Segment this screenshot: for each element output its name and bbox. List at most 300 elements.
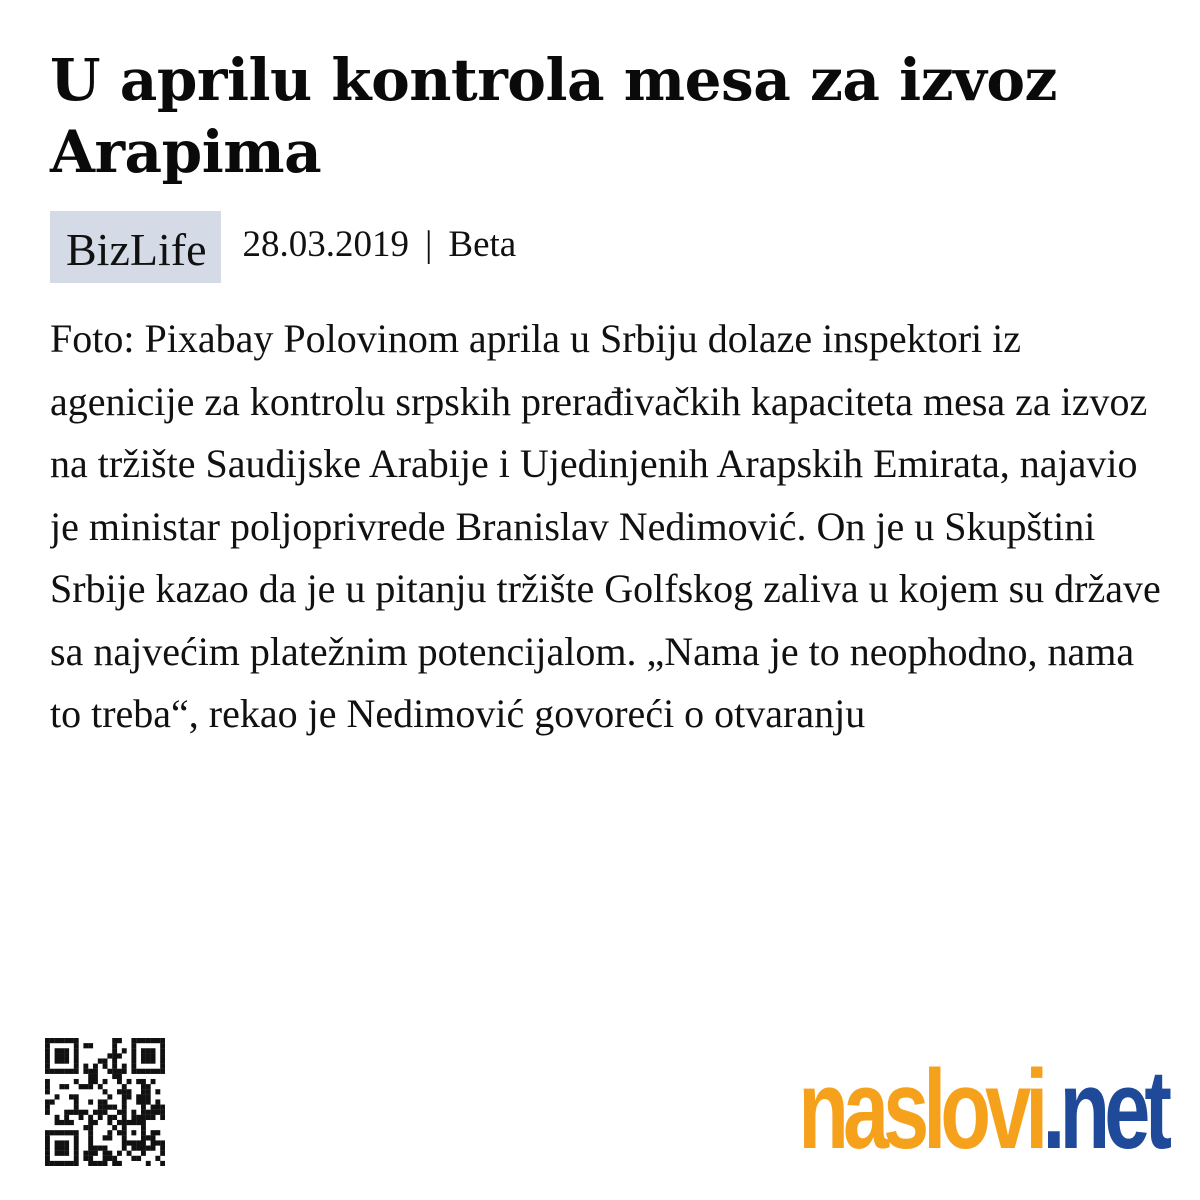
qr-module bbox=[136, 1069, 141, 1074]
qr-module bbox=[160, 1069, 165, 1074]
qr-module bbox=[117, 1130, 122, 1135]
qr-module bbox=[131, 1043, 136, 1048]
qr-module bbox=[151, 1110, 156, 1115]
qr-module bbox=[136, 1038, 141, 1043]
qr-module bbox=[93, 1069, 98, 1074]
qr-module bbox=[131, 1048, 136, 1053]
qr-module bbox=[160, 1151, 165, 1156]
qr-module bbox=[160, 1140, 165, 1145]
qr-module bbox=[88, 1084, 93, 1089]
qr-module bbox=[122, 1094, 127, 1099]
qr-module bbox=[88, 1069, 93, 1074]
qr-module bbox=[155, 1089, 160, 1094]
qr-module bbox=[45, 1053, 50, 1058]
qr-module bbox=[50, 1069, 55, 1074]
qr-module bbox=[74, 1130, 79, 1135]
qr-module bbox=[136, 1146, 141, 1151]
qr-module bbox=[74, 1064, 79, 1069]
qr-module bbox=[79, 1115, 84, 1120]
article-body bbox=[50, 308, 1165, 876]
qr-module bbox=[122, 1069, 127, 1074]
qr-module bbox=[74, 1105, 79, 1110]
qr-module bbox=[136, 1115, 141, 1120]
qr-module bbox=[74, 1135, 79, 1140]
qr-module bbox=[151, 1146, 156, 1151]
qr-module bbox=[151, 1058, 156, 1063]
qr-module bbox=[136, 1094, 141, 1099]
qr-module bbox=[74, 1161, 79, 1166]
qr-module bbox=[74, 1146, 79, 1151]
qr-module bbox=[74, 1140, 79, 1145]
qr-module bbox=[83, 1043, 88, 1048]
qr-module bbox=[45, 1069, 50, 1074]
qr-module bbox=[45, 1079, 50, 1084]
qr-module bbox=[83, 1110, 88, 1115]
qr-module bbox=[103, 1146, 108, 1151]
qr-module bbox=[146, 1048, 151, 1053]
qr-module bbox=[146, 1089, 151, 1094]
qr-module bbox=[141, 1089, 146, 1094]
qr-module bbox=[117, 1074, 122, 1079]
qr-module bbox=[69, 1069, 74, 1074]
qr-module bbox=[59, 1161, 64, 1166]
qr-module bbox=[79, 1084, 84, 1089]
article-meta bbox=[50, 211, 516, 283]
qr-module bbox=[69, 1120, 74, 1125]
logo-text-naslovi: naslovi bbox=[798, 1047, 1043, 1172]
qr-module bbox=[112, 1048, 117, 1053]
qr-module bbox=[131, 1053, 136, 1058]
qr-module bbox=[45, 1161, 50, 1166]
qr-module bbox=[55, 1115, 60, 1120]
qr-module bbox=[83, 1064, 88, 1069]
qr-module bbox=[146, 1146, 151, 1151]
qr-module bbox=[69, 1130, 74, 1135]
logo-text-net: .net bbox=[1042, 1047, 1166, 1172]
qr-module bbox=[55, 1094, 60, 1099]
qr-module bbox=[45, 1038, 50, 1043]
qr-module bbox=[155, 1156, 160, 1161]
qr-module bbox=[117, 1079, 122, 1084]
qr-module bbox=[98, 1105, 103, 1110]
qr-module bbox=[74, 1053, 79, 1058]
qr-module bbox=[151, 1130, 156, 1135]
qr-module bbox=[146, 1110, 151, 1115]
qr-module bbox=[141, 1038, 146, 1043]
qr-module bbox=[122, 1120, 127, 1125]
qr-module bbox=[74, 1043, 79, 1048]
qr-module bbox=[112, 1074, 117, 1079]
qr-module bbox=[88, 1099, 93, 1104]
qr-module bbox=[146, 1053, 151, 1058]
qr-module bbox=[107, 1105, 112, 1110]
qr-module bbox=[93, 1146, 98, 1151]
qr-module bbox=[141, 1110, 146, 1115]
qr-module bbox=[88, 1135, 93, 1140]
qr-module bbox=[45, 1058, 50, 1063]
qr-module bbox=[107, 1094, 112, 1099]
qr-module bbox=[88, 1074, 93, 1079]
qr-module bbox=[131, 1058, 136, 1063]
qr-module bbox=[45, 1156, 50, 1161]
qr-module bbox=[83, 1084, 88, 1089]
qr-module bbox=[141, 1146, 146, 1151]
qr-module bbox=[64, 1069, 69, 1074]
qr-module bbox=[64, 1151, 69, 1156]
qr-module bbox=[112, 1043, 117, 1048]
qr-module bbox=[160, 1048, 165, 1053]
qr-module bbox=[141, 1084, 146, 1089]
qr-module bbox=[131, 1120, 136, 1125]
qr-module bbox=[122, 1048, 127, 1053]
qr-module bbox=[122, 1064, 127, 1069]
qr-module bbox=[127, 1089, 132, 1094]
qr-module bbox=[59, 1120, 64, 1125]
qr-module bbox=[136, 1140, 141, 1145]
qr-module bbox=[107, 1151, 112, 1156]
qr-module bbox=[88, 1130, 93, 1135]
qr-module bbox=[122, 1089, 127, 1094]
qr-module bbox=[155, 1038, 160, 1043]
qr-module bbox=[69, 1110, 74, 1115]
qr-module bbox=[122, 1099, 127, 1104]
qr-module bbox=[103, 1151, 108, 1156]
qr-module bbox=[155, 1130, 160, 1135]
qr-module bbox=[83, 1151, 88, 1156]
qr-module bbox=[59, 1151, 64, 1156]
qr-module bbox=[117, 1053, 122, 1058]
qr-module bbox=[122, 1130, 127, 1135]
article-text: Foto: Pixabay Polovinom aprila u Srbiju dolaze inspektori iz agenicije za kontrolu srpskih prerađivačkih kapaciteta mesa za izvoz na tržište Saudijske Arabije i Ujedinjenih Arapskih Emirata, najavio je ministar poljoprivrede Branislav Nedimović. On je u Skupštini Srbije kazao da je u pitanju tržište Golfskog zaliva u kojem su države sa najvećim platežnim potencijalom. „Nama je to neophodno, nama to treba“, rekao je Nedimović govoreći o otvaranju bbox=[50, 316, 1161, 736]
qr-module bbox=[64, 1115, 69, 1120]
qr-module bbox=[117, 1089, 122, 1094]
article-source: Beta bbox=[448, 224, 517, 265]
qr-module bbox=[141, 1048, 146, 1053]
qr-module bbox=[160, 1058, 165, 1063]
qr-module bbox=[59, 1048, 64, 1053]
qr-code-graphic bbox=[45, 1038, 165, 1166]
qr-module bbox=[93, 1120, 98, 1125]
qr-module bbox=[45, 1140, 50, 1145]
qr-module bbox=[64, 1110, 69, 1115]
qr-module bbox=[122, 1110, 127, 1115]
qr-module bbox=[103, 1105, 108, 1110]
qr-module bbox=[122, 1084, 127, 1089]
qr-module bbox=[146, 1115, 151, 1120]
qr-module bbox=[98, 1084, 103, 1089]
qr-module bbox=[136, 1156, 141, 1161]
qr-module bbox=[117, 1161, 122, 1166]
qr-module bbox=[160, 1038, 165, 1043]
qr-module bbox=[151, 1038, 156, 1043]
qr-module bbox=[151, 1140, 156, 1145]
qr-module bbox=[64, 1038, 69, 1043]
qr-module bbox=[93, 1110, 98, 1115]
qr-module bbox=[55, 1146, 60, 1151]
qr-module bbox=[103, 1089, 108, 1094]
qr-module bbox=[59, 1069, 64, 1074]
qr-module bbox=[160, 1105, 165, 1110]
qr-module bbox=[155, 1069, 160, 1074]
qr-module bbox=[88, 1115, 93, 1120]
qr-module bbox=[88, 1140, 93, 1145]
qr-module bbox=[131, 1110, 136, 1115]
qr-module bbox=[112, 1069, 117, 1074]
qr-module bbox=[112, 1058, 117, 1063]
qr-module bbox=[122, 1140, 127, 1145]
qr-module bbox=[141, 1130, 146, 1135]
qr-module bbox=[45, 1135, 50, 1140]
qr-module bbox=[127, 1151, 132, 1156]
qr-module bbox=[107, 1053, 112, 1058]
qr-module bbox=[64, 1084, 69, 1089]
qr-module bbox=[151, 1135, 156, 1140]
qr-module bbox=[88, 1125, 93, 1130]
qr-module bbox=[88, 1151, 93, 1156]
qr-module bbox=[64, 1053, 69, 1058]
qr-module bbox=[155, 1099, 160, 1104]
qr-module bbox=[146, 1094, 151, 1099]
qr-module bbox=[131, 1130, 136, 1135]
qr-module bbox=[141, 1099, 146, 1104]
qr-module bbox=[107, 1069, 112, 1074]
qr-module bbox=[141, 1115, 146, 1120]
qr-module bbox=[151, 1048, 156, 1053]
qr-module bbox=[151, 1105, 156, 1110]
qr-module bbox=[151, 1069, 156, 1074]
qr-module bbox=[59, 1038, 64, 1043]
article-title: U aprilu kontrola mesa za izvoz Arapima bbox=[50, 46, 1057, 186]
qr-module bbox=[93, 1064, 98, 1069]
qr-module bbox=[146, 1069, 151, 1074]
qr-module bbox=[45, 1064, 50, 1069]
qr-module bbox=[117, 1120, 122, 1125]
qr-module bbox=[141, 1120, 146, 1125]
qr-module bbox=[107, 1156, 112, 1161]
qr-module bbox=[141, 1125, 146, 1130]
qr-module bbox=[45, 1084, 50, 1089]
qr-module bbox=[45, 1130, 50, 1135]
qr-module bbox=[59, 1140, 64, 1145]
qr-module bbox=[107, 1120, 112, 1125]
qr-module bbox=[55, 1120, 60, 1125]
qr-module bbox=[136, 1099, 141, 1104]
qr-module bbox=[74, 1079, 79, 1084]
qr-module bbox=[55, 1058, 60, 1063]
qr-module bbox=[107, 1135, 112, 1140]
qr-module bbox=[45, 1048, 50, 1053]
qr-module bbox=[74, 1069, 79, 1074]
qr-module bbox=[64, 1140, 69, 1145]
qr-module bbox=[88, 1120, 93, 1125]
qr-module bbox=[50, 1038, 55, 1043]
qr-module bbox=[103, 1064, 108, 1069]
qr-module bbox=[59, 1146, 64, 1151]
qr-module bbox=[83, 1069, 88, 1074]
qr-module bbox=[45, 1110, 50, 1115]
qr-module bbox=[55, 1069, 60, 1074]
qr-module bbox=[131, 1115, 136, 1120]
qr-module bbox=[59, 1130, 64, 1135]
qr-module bbox=[55, 1161, 60, 1166]
qr-module bbox=[160, 1064, 165, 1069]
qr-module bbox=[45, 1043, 50, 1048]
qr-code-icon bbox=[45, 1038, 165, 1166]
qr-module bbox=[45, 1099, 50, 1104]
qr-module bbox=[55, 1151, 60, 1156]
qr-module bbox=[83, 1156, 88, 1161]
qr-module bbox=[141, 1053, 146, 1058]
qr-module bbox=[127, 1120, 132, 1125]
meta-line bbox=[243, 211, 517, 279]
site-logo[interactable] bbox=[798, 1047, 1166, 1172]
qr-module bbox=[64, 1048, 69, 1053]
qr-module bbox=[117, 1038, 122, 1043]
qr-module bbox=[131, 1156, 136, 1161]
qr-module bbox=[151, 1053, 156, 1058]
text-fade-overlay bbox=[50, 808, 1165, 876]
meta-separator: | bbox=[425, 224, 433, 265]
qr-module bbox=[55, 1038, 60, 1043]
qr-module bbox=[146, 1135, 151, 1140]
qr-module bbox=[117, 1151, 122, 1156]
qr-module bbox=[103, 1079, 108, 1084]
qr-module bbox=[88, 1146, 93, 1151]
qr-module bbox=[131, 1140, 136, 1145]
qr-module bbox=[50, 1130, 55, 1135]
qr-module bbox=[98, 1161, 103, 1166]
qr-module bbox=[160, 1053, 165, 1058]
qr-module bbox=[98, 1099, 103, 1104]
qr-module bbox=[141, 1058, 146, 1063]
qr-module bbox=[141, 1151, 146, 1156]
qr-module bbox=[122, 1135, 127, 1140]
qr-module bbox=[74, 1156, 79, 1161]
qr-module bbox=[160, 1110, 165, 1115]
qr-module bbox=[136, 1120, 141, 1125]
qr-module bbox=[55, 1048, 60, 1053]
qr-module bbox=[55, 1130, 60, 1135]
publish-date: 28.03.2019 bbox=[242, 224, 409, 265]
qr-module bbox=[88, 1043, 93, 1048]
qr-module bbox=[74, 1110, 79, 1115]
qr-module bbox=[64, 1130, 69, 1135]
qr-module bbox=[103, 1135, 108, 1140]
qr-module bbox=[146, 1084, 151, 1089]
qr-module bbox=[141, 1140, 146, 1145]
qr-module bbox=[98, 1146, 103, 1151]
qr-module bbox=[64, 1120, 69, 1125]
qr-module bbox=[112, 1064, 117, 1069]
qr-module bbox=[155, 1140, 160, 1145]
qr-module bbox=[93, 1079, 98, 1084]
category-tag[interactable]: BizLife bbox=[50, 211, 221, 283]
qr-module bbox=[160, 1115, 165, 1120]
qr-module bbox=[45, 1151, 50, 1156]
qr-module bbox=[151, 1079, 156, 1084]
qr-module bbox=[141, 1094, 146, 1099]
qr-module bbox=[155, 1110, 160, 1115]
qr-module bbox=[112, 1161, 117, 1166]
qr-module bbox=[117, 1069, 122, 1074]
qr-module bbox=[88, 1161, 93, 1166]
qr-module bbox=[112, 1115, 117, 1120]
qr-module bbox=[112, 1053, 117, 1058]
qr-module bbox=[160, 1043, 165, 1048]
qr-module bbox=[141, 1135, 146, 1140]
qr-module bbox=[112, 1156, 117, 1161]
qr-module bbox=[69, 1038, 74, 1043]
qr-module bbox=[151, 1115, 156, 1120]
qr-module bbox=[122, 1105, 127, 1110]
qr-module bbox=[103, 1156, 108, 1161]
qr-module bbox=[127, 1140, 132, 1145]
qr-module bbox=[112, 1125, 117, 1130]
qr-module bbox=[74, 1099, 79, 1104]
qr-module bbox=[103, 1058, 108, 1063]
qr-module bbox=[146, 1038, 151, 1043]
qr-module bbox=[59, 1058, 64, 1063]
qr-module bbox=[131, 1064, 136, 1069]
qr-module bbox=[45, 1089, 50, 1094]
qr-module bbox=[127, 1094, 132, 1099]
qr-module bbox=[146, 1058, 151, 1063]
qr-module bbox=[83, 1125, 88, 1130]
qr-module bbox=[93, 1151, 98, 1156]
qr-module bbox=[55, 1140, 60, 1145]
qr-module bbox=[141, 1069, 146, 1074]
qr-module bbox=[112, 1038, 117, 1043]
qr-module bbox=[122, 1146, 127, 1151]
qr-module bbox=[98, 1058, 103, 1063]
qr-module bbox=[55, 1053, 60, 1058]
qr-module bbox=[74, 1038, 79, 1043]
qr-module bbox=[45, 1146, 50, 1151]
qr-module bbox=[59, 1053, 64, 1058]
qr-module bbox=[98, 1115, 103, 1120]
qr-module bbox=[160, 1161, 165, 1166]
qr-module bbox=[155, 1105, 160, 1110]
qr-module bbox=[117, 1110, 122, 1115]
qr-module bbox=[64, 1058, 69, 1063]
qr-module bbox=[107, 1115, 112, 1120]
qr-module bbox=[79, 1110, 84, 1115]
qr-module bbox=[131, 1038, 136, 1043]
qr-module bbox=[146, 1099, 151, 1104]
qr-module bbox=[74, 1048, 79, 1053]
qr-module bbox=[50, 1161, 55, 1166]
qr-module bbox=[131, 1069, 136, 1074]
qr-module bbox=[122, 1125, 127, 1130]
qr-module bbox=[74, 1058, 79, 1063]
qr-module bbox=[88, 1079, 93, 1084]
qr-module bbox=[136, 1079, 141, 1084]
qr-module bbox=[122, 1115, 127, 1120]
qr-module bbox=[103, 1161, 108, 1166]
qr-module bbox=[98, 1110, 103, 1115]
qr-module bbox=[74, 1151, 79, 1156]
qr-module bbox=[160, 1146, 165, 1151]
qr-module bbox=[64, 1146, 69, 1151]
qr-module bbox=[64, 1161, 69, 1166]
qr-module bbox=[103, 1099, 108, 1104]
qr-module bbox=[112, 1105, 117, 1110]
qr-module bbox=[50, 1099, 55, 1104]
qr-module bbox=[107, 1130, 112, 1135]
qr-module bbox=[69, 1094, 74, 1099]
qr-module bbox=[141, 1105, 146, 1110]
qr-module bbox=[69, 1161, 74, 1166]
